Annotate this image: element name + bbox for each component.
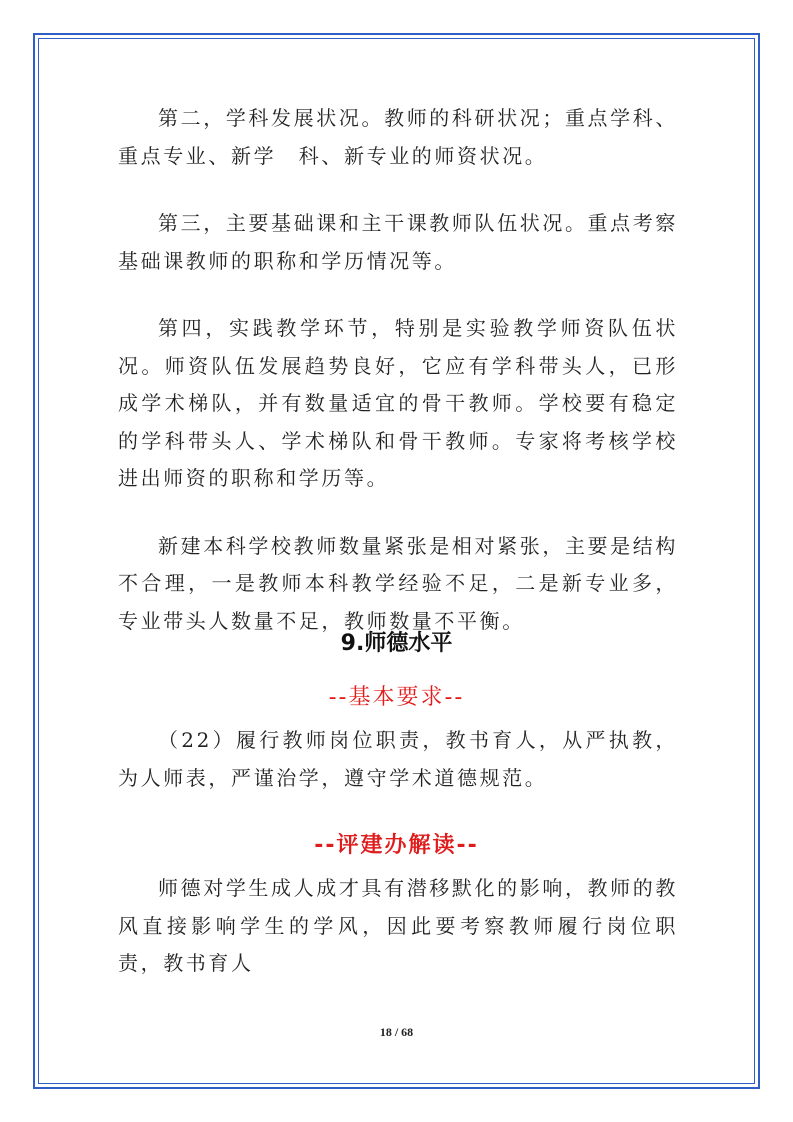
section-title: 9.师德水平 — [340, 631, 453, 656]
interpretation-text: 师德对学生成人成才具有潜移默化的影响，教师的教风直接影响学生的学风，因此要考察教师履行岗位职责，教书育人 — [118, 876, 678, 975]
paragraph-basic-courses: 第三，主要基础课和主干课教师队伍状况。重点考察基础课教师的职称和学历情况等。 — [118, 211, 678, 273]
basic-requirement-text: （22）履行教师岗位职责，教书育人，从严执教，为人师表，严谨治学，遵守学术道德规范。 — [118, 728, 678, 790]
basic-requirement-title: --基本要求-- — [328, 685, 465, 710]
paragraph-discipline: 第二，学科发展状况。教师的科研状况；重点学科、重点专业、新学 科、新专业的师资状况。 — [118, 106, 678, 168]
basic-requirement-block — [118, 722, 678, 797]
body-text-top — [118, 100, 678, 640]
page-number: 18 / 68 — [379, 1025, 414, 1039]
paragraph-new-school: 新建本科学校教师数量紧张是相对紧张，主要是结构不合理，一是教师本科教学经验不足，二是新专业多，专业带头人数量不足，教师数量不平衡。 — [118, 533, 678, 633]
interpretation-title: --评建办解读-- — [314, 833, 479, 858]
paragraph-practice-teaching: 第四，实践教学环节，特别是实验教学师资队伍状况。师资队伍发展趋势良好，它应有学科带头人，已形成学术梯队，并有数量适宜的骨干教师。学校要有稳定的学科带头人、学术梯队和骨干教师。专家将考核学校进出师资的职称和学历等。 — [118, 316, 678, 490]
interpretation-block — [118, 870, 678, 983]
